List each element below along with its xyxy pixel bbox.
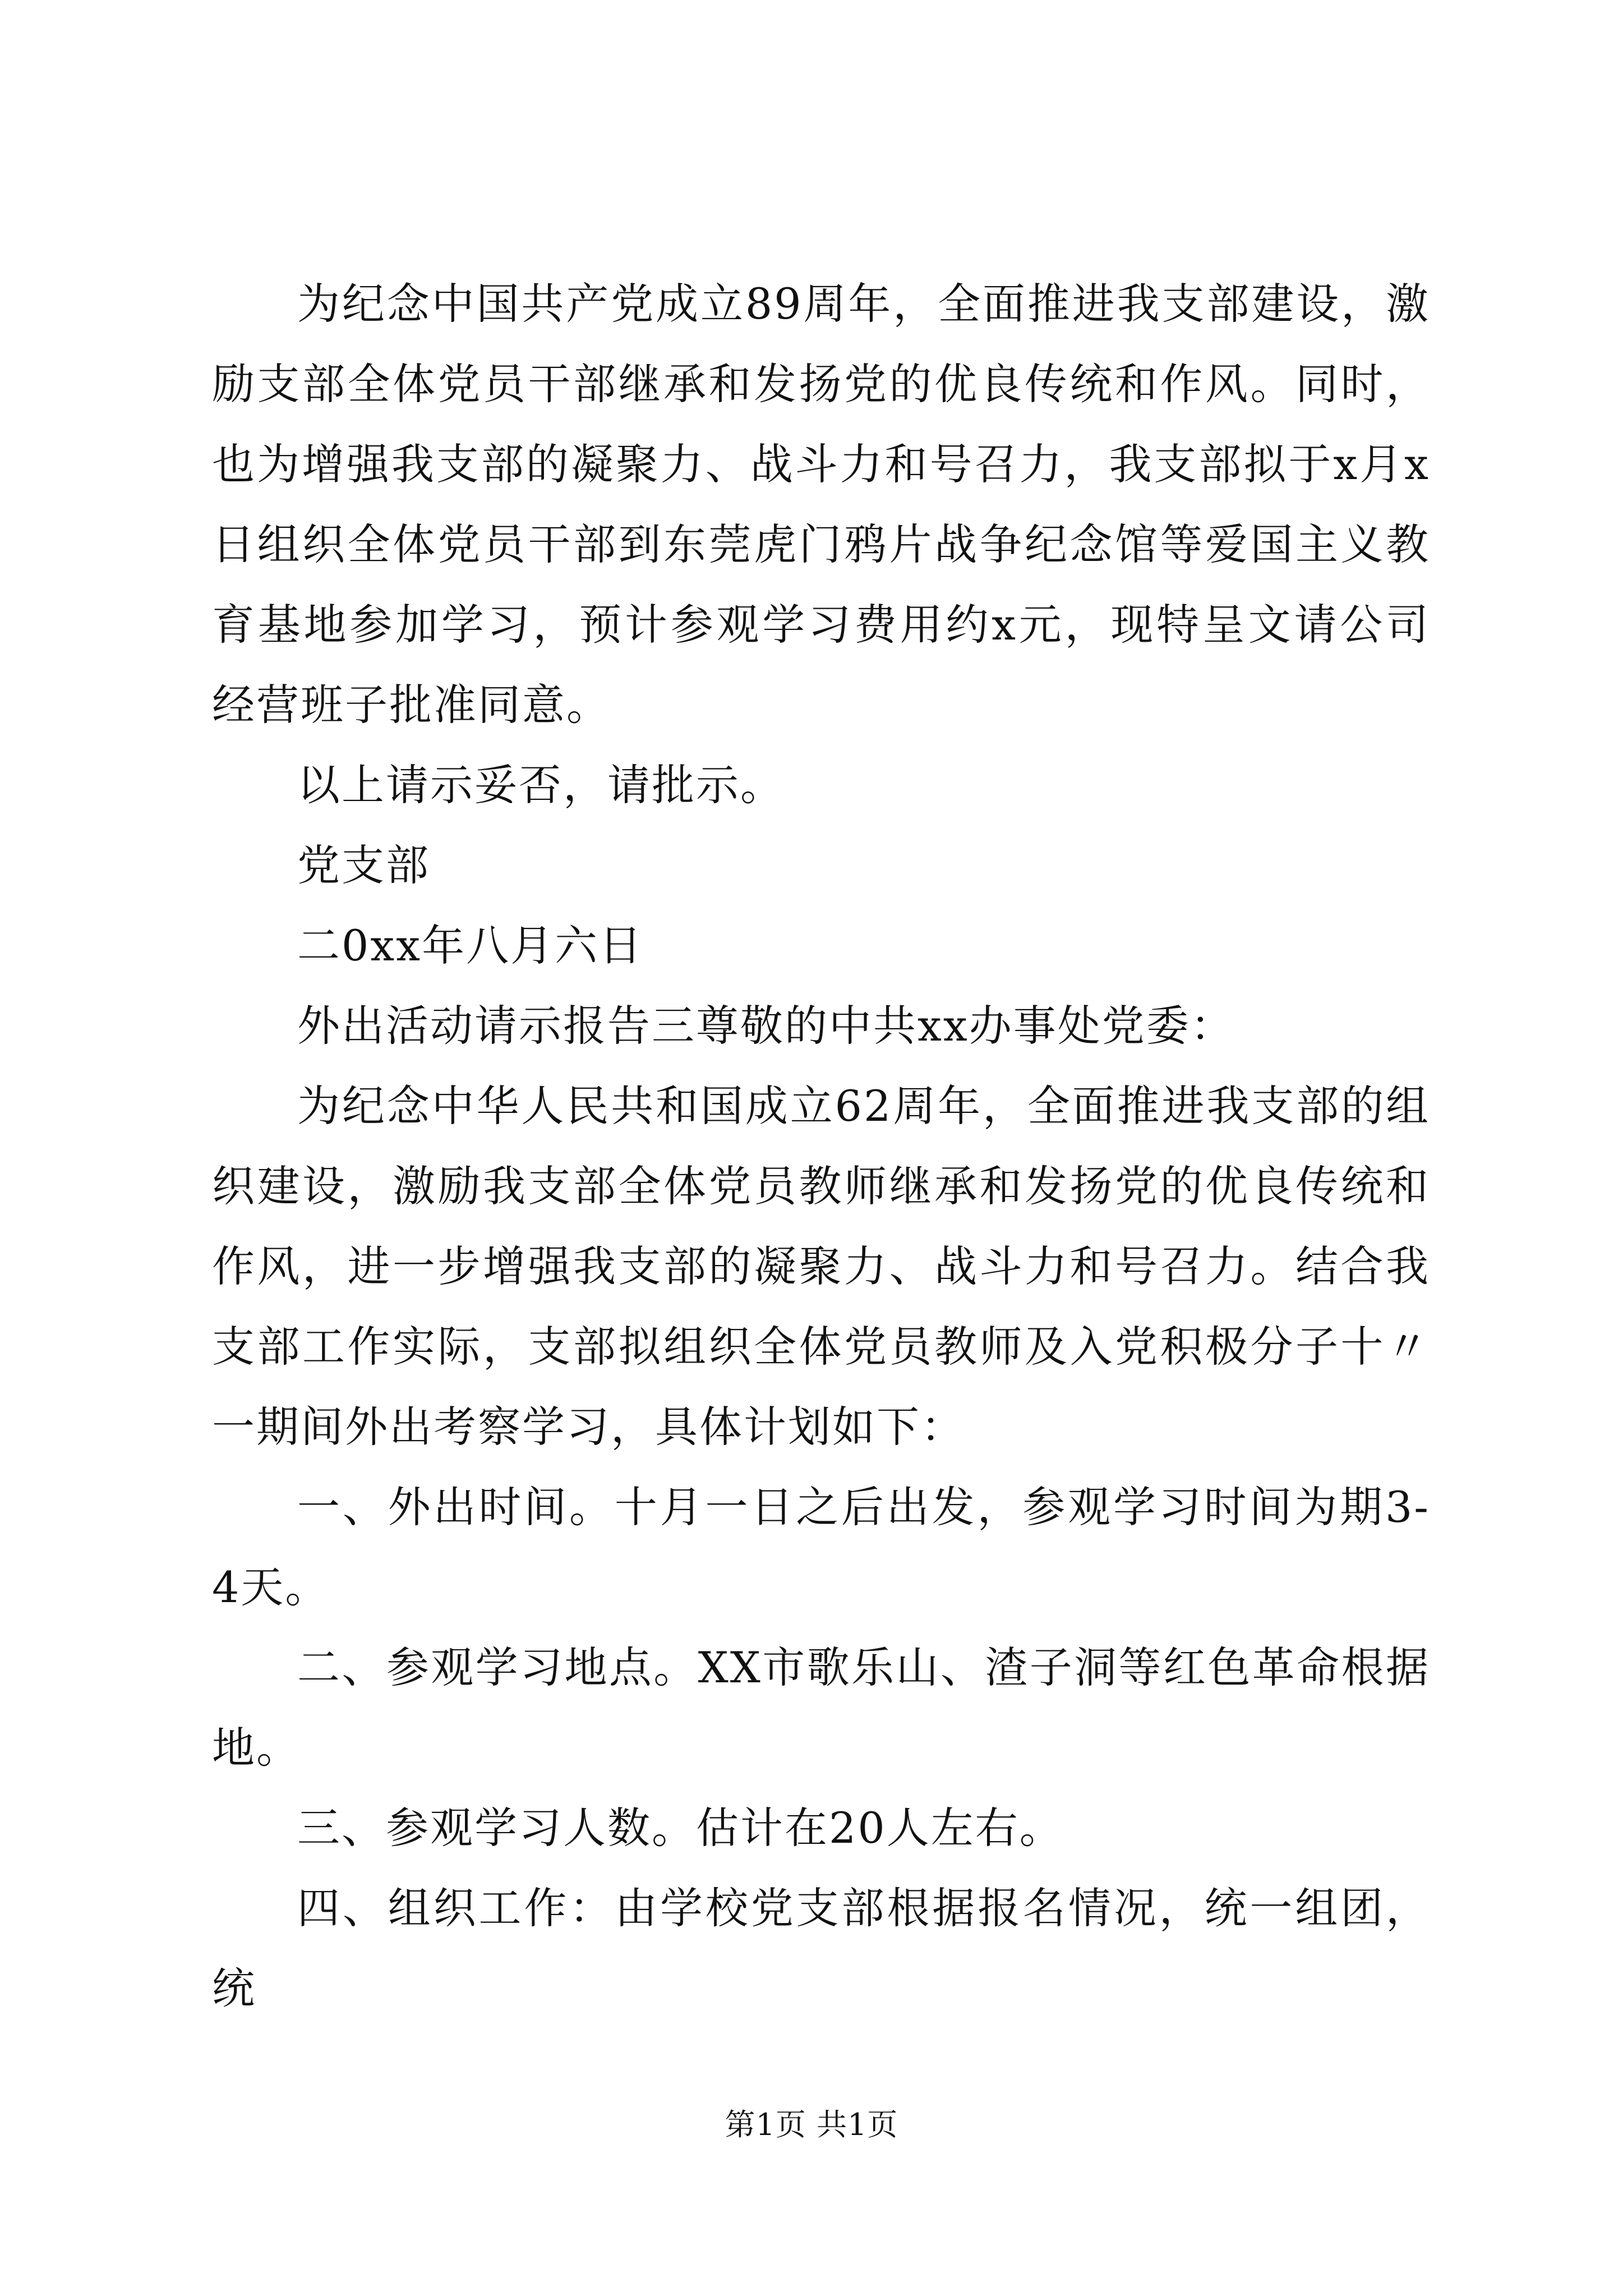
report-three-heading: 外出活动请示报告三尊敬的中共xx办事处党委：	[297, 1001, 1235, 1051]
plan-item-time: 一、外出时间。十月一日之后出发，参观学习时间为期3-4天。	[212, 1482, 1430, 1612]
plan-item-headcount: 三、参观学习人数。估计在20人左右。	[297, 1803, 1064, 1853]
paragraph-commemoration-89: 为纪念中国共产党成立89周年，全面推进我支部建设，激励支部全体党员干部继承和发扬党的优良传统和作风。同时，也为增强我支部的凝聚力、战斗力和号召力，我支部拟于x月x日组织全体党员干部到东莞虎门鸦片战争纪念馆等爱国主义教育基地参加学习，预计参观学习费用约x元，现特呈文请公司经营班子批准同意。	[212, 279, 1430, 730]
document-body	[212, 264, 1430, 2028]
paragraph-request-line: 以上请示妥否，请批示。	[297, 760, 785, 810]
paragraph-commemoration-62: 为纪念中华人民共和国成立62周年，全面推进我支部的组织建设，激励我支部全体党员教师继承和发扬党的优良传统和作风，进一步增强我支部的凝聚力、战斗力和号召力。结合我支部工作实际，支部拟组织全体党员教师及入党积极分子十〃一期间外出考察学习，具体计划如下：	[212, 1081, 1430, 1452]
signature-date: 二0xx年八月六日	[297, 921, 644, 970]
plan-item-location: 二、参观学习地点。XX市歌乐山、渣子洞等红色革命根据地。	[212, 1642, 1430, 1773]
signature-branch: 党支部	[297, 840, 430, 890]
plan-item-organization: 四、组织工作：由学校党支部根据报名情况，统一组团，统	[212, 1883, 1430, 2013]
page-number-footer: 第1页 共1页	[725, 2107, 898, 2142]
